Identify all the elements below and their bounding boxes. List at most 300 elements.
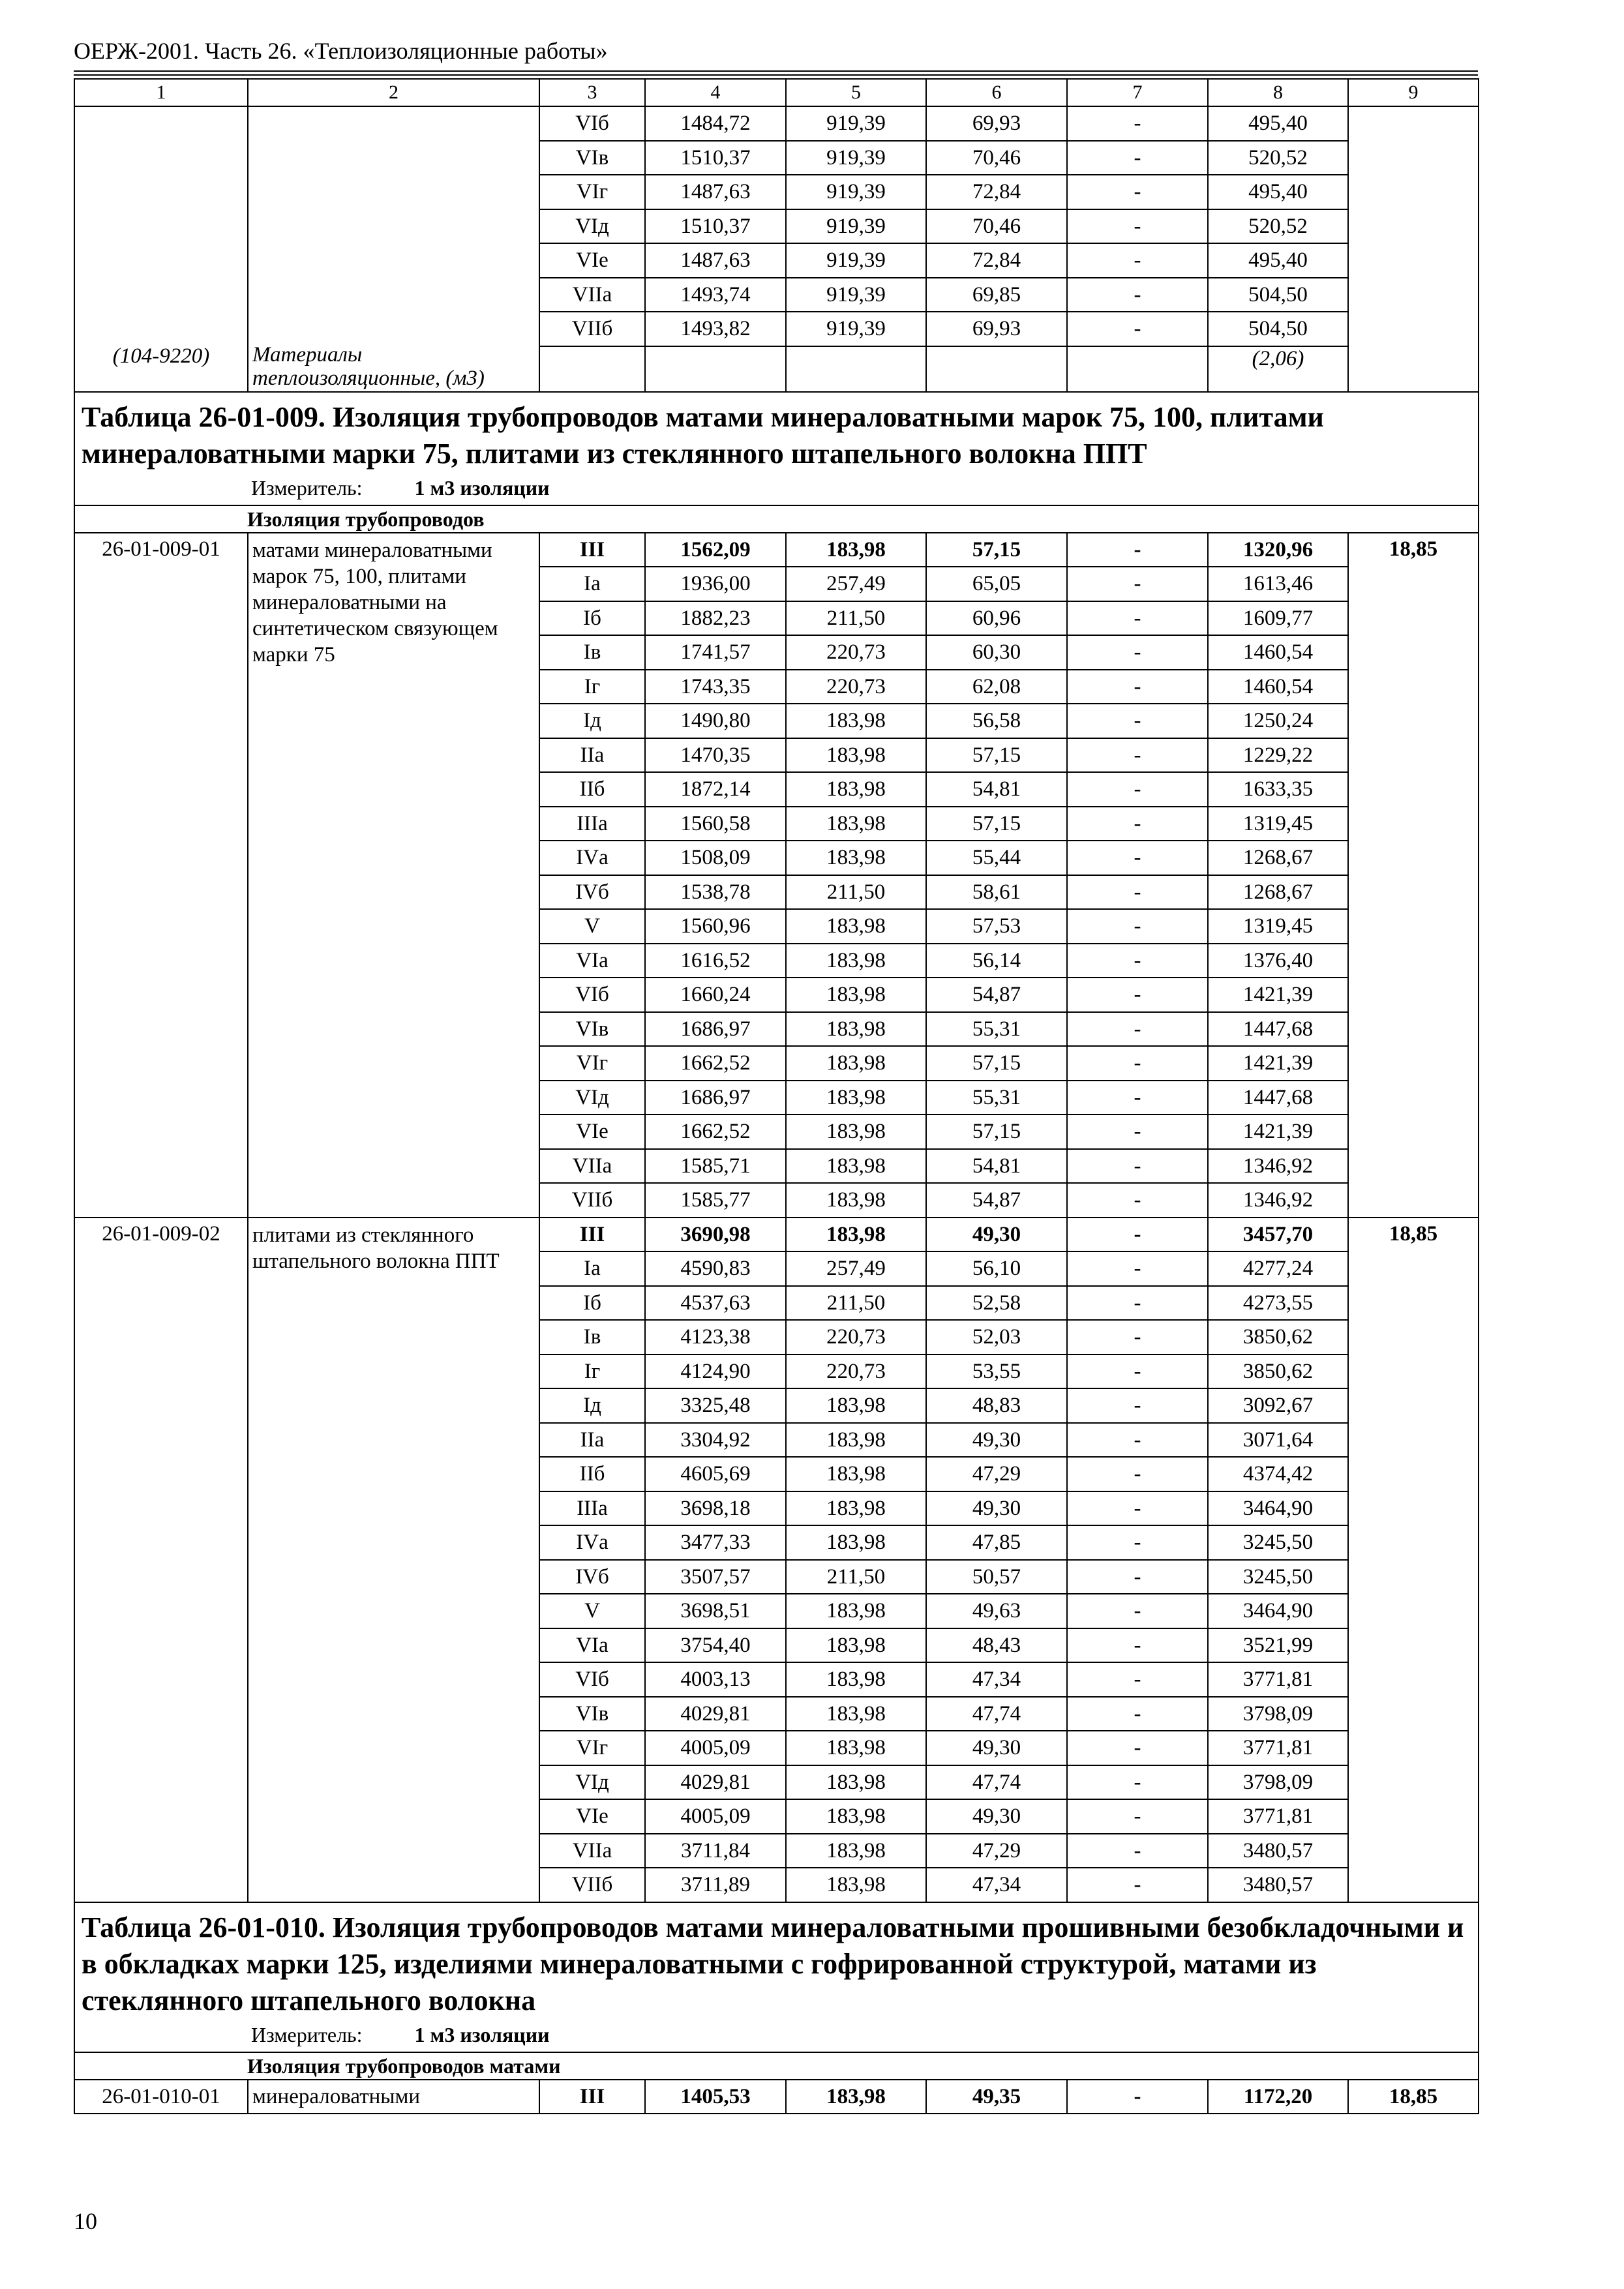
- column-number: 4: [645, 79, 786, 106]
- rate-name: плитами из стеклянного штапельного волокна ППТ: [248, 1218, 539, 1902]
- value-cell: 183,98: [786, 944, 926, 978]
- value-cell: Iа: [539, 567, 645, 601]
- value-cell: 183,98: [786, 1218, 926, 1252]
- value-cell: 55,31: [926, 1081, 1067, 1115]
- value-cell: 183,98: [786, 1697, 926, 1731]
- value-cell: 1609,77: [1208, 601, 1348, 636]
- value-cell: VIе: [539, 1799, 645, 1834]
- value-cell: 1405,53: [645, 2080, 786, 2114]
- table-title: [74, 392, 1479, 505]
- value-cell: -: [1067, 1525, 1208, 1560]
- value-cell: 919,39: [786, 243, 926, 278]
- value-cell: -: [1067, 106, 1208, 141]
- value-cell: -: [1067, 1868, 1208, 1902]
- value-cell: -: [1067, 1799, 1208, 1834]
- value-cell: 183,98: [786, 909, 926, 944]
- header-rule: [74, 70, 1478, 72]
- value-cell: VIг: [539, 1046, 645, 1081]
- column-number: 1: [74, 79, 248, 106]
- value-cell: -: [1067, 601, 1208, 636]
- value-cell: -: [1067, 875, 1208, 910]
- rates-table: [74, 78, 1479, 2114]
- value-cell: -: [1067, 1320, 1208, 1354]
- value-cell: -: [1067, 1251, 1208, 1286]
- value-cell: IVа: [539, 1525, 645, 1560]
- section-row: [74, 2052, 1479, 2080]
- value-cell: 50,57: [926, 1560, 1067, 1594]
- value-cell: 3798,09: [1208, 1765, 1348, 1800]
- value-cell: VIб: [539, 106, 645, 141]
- value-cell: 211,50: [786, 875, 926, 910]
- value-cell: 1268,67: [1208, 841, 1348, 875]
- value-cell: 520,52: [1208, 141, 1348, 175]
- value-cell: 183,98: [786, 2080, 926, 2114]
- value-cell: 1421,39: [1208, 1115, 1348, 1149]
- value-cell: 70,46: [926, 209, 1067, 244]
- value-cell: 183,98: [786, 1868, 926, 1902]
- value-cell: 919,39: [786, 141, 926, 175]
- value-cell: Iб: [539, 1286, 645, 1321]
- value-cell: 1936,00: [645, 567, 786, 601]
- value-cell: 1460,54: [1208, 635, 1348, 670]
- material-code: (104-9220): [74, 106, 248, 392]
- value-cell: VIб: [539, 1662, 645, 1697]
- value-cell: 3092,67: [1208, 1388, 1348, 1423]
- value-cell: VIа: [539, 944, 645, 978]
- value-cell: 1872,14: [645, 772, 786, 807]
- material-name: Материалы теплоизоляционные, (м3): [248, 106, 539, 392]
- value-cell: 56,14: [926, 944, 1067, 978]
- value-cell: 3754,40: [645, 1628, 786, 1663]
- col9-cell: 18,85: [1348, 2080, 1479, 2114]
- value-cell: 3798,09: [1208, 1697, 1348, 1731]
- value-cell: 57,15: [926, 1046, 1067, 1081]
- value-cell: Iг: [539, 1354, 645, 1389]
- value-cell: 3071,64: [1208, 1423, 1348, 1458]
- value-cell: 1484,72: [645, 106, 786, 141]
- value-cell: 1686,97: [645, 1012, 786, 1047]
- value-cell: 57,15: [926, 533, 1067, 567]
- value-cell: 1508,09: [645, 841, 786, 875]
- value-cell: 1487,63: [645, 243, 786, 278]
- value-cell: 257,49: [786, 567, 926, 601]
- value-cell: 57,53: [926, 909, 1067, 944]
- value-cell: 183,98: [786, 772, 926, 807]
- value-cell: 1319,45: [1208, 807, 1348, 841]
- value-cell: VIв: [539, 1697, 645, 1731]
- section-row: [74, 505, 1479, 533]
- value-cell: VIг: [539, 175, 645, 209]
- value-cell: 49,30: [926, 1731, 1067, 1765]
- table-title-row: [74, 1902, 1479, 2052]
- value-cell: VIв: [539, 141, 645, 175]
- value-cell: 49,35: [926, 2080, 1067, 2114]
- value-cell: 1447,68: [1208, 1081, 1348, 1115]
- value-cell: 62,08: [926, 670, 1067, 704]
- value-cell: 211,50: [786, 1286, 926, 1321]
- value-cell: 183,98: [786, 1012, 926, 1047]
- value-cell: -: [1067, 278, 1208, 312]
- value-cell: 1376,40: [1208, 944, 1348, 978]
- value-cell: 4005,09: [645, 1731, 786, 1765]
- value-cell: -: [1067, 141, 1208, 175]
- value-cell: 3771,81: [1208, 1662, 1348, 1697]
- rate-code: 26-01-010-01: [74, 2080, 248, 2114]
- value-cell: 1538,78: [645, 875, 786, 910]
- value-cell: 1319,45: [1208, 909, 1348, 944]
- value-cell: 211,50: [786, 1560, 926, 1594]
- value-cell: -: [1067, 312, 1208, 346]
- value-cell: 1686,97: [645, 1081, 786, 1115]
- value-cell: -: [1067, 567, 1208, 601]
- material-value: (2,06): [1208, 346, 1348, 392]
- table-row: [74, 533, 1479, 567]
- value-cell: VIв: [539, 1012, 645, 1047]
- value-cell: 3690,98: [645, 1218, 786, 1252]
- value-cell: 49,30: [926, 1423, 1067, 1458]
- column-number: 9: [1348, 79, 1479, 106]
- value-cell: 4273,55: [1208, 1286, 1348, 1321]
- column-number: 5: [786, 79, 926, 106]
- value-cell: 3850,62: [1208, 1354, 1348, 1389]
- value-cell: III: [539, 533, 645, 567]
- value-cell: 3457,70: [1208, 1218, 1348, 1252]
- value-cell: IIа: [539, 1423, 645, 1458]
- value-cell: -: [1067, 1012, 1208, 1047]
- value-cell: 1421,39: [1208, 978, 1348, 1012]
- value-cell: 57,15: [926, 738, 1067, 773]
- value-cell: Iд: [539, 1388, 645, 1423]
- value-cell: VIIб: [539, 312, 645, 346]
- value-cell: 183,98: [786, 1765, 926, 1800]
- value-cell: 3477,33: [645, 1525, 786, 1560]
- measure-line: [82, 2022, 1471, 2048]
- value-cell: III: [539, 1218, 645, 1252]
- value-cell: 3521,99: [1208, 1628, 1348, 1663]
- value-cell: 49,30: [926, 1799, 1067, 1834]
- value-cell: 57,15: [926, 807, 1067, 841]
- value-cell: 3711,84: [645, 1834, 786, 1868]
- value-cell: 919,39: [786, 312, 926, 346]
- value-cell: VIIб: [539, 1868, 645, 1902]
- value-cell: 4374,42: [1208, 1457, 1348, 1491]
- value-cell: 54,81: [926, 1149, 1067, 1184]
- measure-value: 1 м3 изоляции: [414, 475, 550, 500]
- value-cell: 3480,57: [1208, 1868, 1348, 1902]
- value-cell: 1741,57: [645, 635, 786, 670]
- value-cell: -: [1067, 1388, 1208, 1423]
- page-number: 10: [74, 2208, 97, 2234]
- value-cell: 47,29: [926, 1834, 1067, 1868]
- value-cell: 1493,74: [645, 278, 786, 312]
- value-cell: -: [1067, 1286, 1208, 1321]
- value-cell: 183,98: [786, 978, 926, 1012]
- measure-label: Измеритель:: [251, 475, 363, 500]
- column-number: 2: [248, 79, 539, 106]
- value-cell: -: [1067, 1628, 1208, 1663]
- value-cell: -: [1067, 978, 1208, 1012]
- value-cell: 1585,77: [645, 1183, 786, 1218]
- value-cell: 47,34: [926, 1868, 1067, 1902]
- column-number: 3: [539, 79, 645, 106]
- value-cell: 183,98: [786, 1662, 926, 1697]
- value-cell: 48,83: [926, 1388, 1067, 1423]
- value-cell: 1560,96: [645, 909, 786, 944]
- value-cell: 220,73: [786, 635, 926, 670]
- value-cell: 183,98: [786, 1081, 926, 1115]
- value-cell: 1493,82: [645, 312, 786, 346]
- value-cell: 1662,52: [645, 1046, 786, 1081]
- value-cell: 504,50: [1208, 278, 1348, 312]
- value-cell: 47,74: [926, 1765, 1067, 1800]
- value-cell: 1460,54: [1208, 670, 1348, 704]
- value-cell: VIе: [539, 1115, 645, 1149]
- value-cell: -: [1067, 1662, 1208, 1697]
- value-cell: 4605,69: [645, 1457, 786, 1491]
- value-cell: 3464,90: [1208, 1491, 1348, 1526]
- value-cell: 4029,81: [645, 1765, 786, 1800]
- rate-code: 26-01-009-02: [74, 1218, 248, 1902]
- value-cell: 72,84: [926, 175, 1067, 209]
- value-cell: 211,50: [786, 601, 926, 636]
- value-cell: 183,98: [786, 1799, 926, 1834]
- value-cell: III: [539, 2080, 645, 2114]
- value-cell: -: [1067, 772, 1208, 807]
- value-cell: 1882,23: [645, 601, 786, 636]
- value-cell: 3464,90: [1208, 1594, 1348, 1628]
- value-cell: 56,58: [926, 704, 1067, 738]
- value-cell: 183,98: [786, 1046, 926, 1081]
- value-cell: 1616,52: [645, 944, 786, 978]
- value-cell: 57,15: [926, 1115, 1067, 1149]
- value-cell: -: [1067, 1081, 1208, 1115]
- value-cell: VIе: [539, 243, 645, 278]
- value-cell: -: [1067, 841, 1208, 875]
- value-cell: 183,98: [786, 807, 926, 841]
- value-cell: VIа: [539, 1628, 645, 1663]
- value-cell: IVб: [539, 875, 645, 910]
- value-cell: Iа: [539, 1251, 645, 1286]
- rate-name: минераловатными: [248, 2080, 539, 2114]
- value-cell: 919,39: [786, 175, 926, 209]
- table-title-text: Таблица 26-01-010. Изоляция трубопроводов матами минераловатными прошивными безобкладочными и в обкладках марки 125, изделиями минераловатными с гофрированной структурой, матами из стеклянного штапельного волокна: [82, 1911, 1464, 2016]
- value-cell: 520,52: [1208, 209, 1348, 244]
- value-cell: Iб: [539, 601, 645, 636]
- value-cell: -: [1067, 1457, 1208, 1491]
- value-cell: IIIа: [539, 807, 645, 841]
- value-cell: -: [1067, 533, 1208, 567]
- value-cell: 183,98: [786, 533, 926, 567]
- value-cell: 3711,89: [645, 1868, 786, 1902]
- value-cell: 55,44: [926, 841, 1067, 875]
- value-cell: 183,98: [786, 1628, 926, 1663]
- value-cell: 495,40: [1208, 243, 1348, 278]
- value-cell: -: [1067, 1115, 1208, 1149]
- value-cell: 53,55: [926, 1354, 1067, 1389]
- value-cell: 1346,92: [1208, 1149, 1348, 1184]
- empty-cell: [645, 346, 786, 392]
- value-cell: 1585,71: [645, 1149, 786, 1184]
- value-cell: -: [1067, 1354, 1208, 1389]
- value-cell: 52,03: [926, 1320, 1067, 1354]
- value-cell: VIIб: [539, 1183, 645, 1218]
- value-cell: 919,39: [786, 278, 926, 312]
- column-number: 8: [1208, 79, 1348, 106]
- value-cell: 183,98: [786, 841, 926, 875]
- value-cell: -: [1067, 243, 1208, 278]
- value-cell: 1447,68: [1208, 1012, 1348, 1047]
- value-cell: 4123,38: [645, 1320, 786, 1354]
- table-title-row: [74, 392, 1479, 505]
- value-cell: -: [1067, 1560, 1208, 1594]
- value-cell: 183,98: [786, 1423, 926, 1458]
- value-cell: 47,74: [926, 1697, 1067, 1731]
- empty-cell: [926, 346, 1067, 392]
- value-cell: -: [1067, 1697, 1208, 1731]
- value-cell: 1613,46: [1208, 567, 1348, 601]
- value-cell: 47,34: [926, 1662, 1067, 1697]
- value-cell: 1633,35: [1208, 772, 1348, 807]
- value-cell: 3304,92: [645, 1423, 786, 1458]
- value-cell: 47,29: [926, 1457, 1067, 1491]
- empty-cell: [1067, 346, 1208, 392]
- value-cell: -: [1067, 1491, 1208, 1526]
- value-cell: VIд: [539, 1081, 645, 1115]
- value-cell: 1510,37: [645, 209, 786, 244]
- value-cell: 183,98: [786, 704, 926, 738]
- value-cell: Iд: [539, 704, 645, 738]
- value-cell: 1662,52: [645, 1115, 786, 1149]
- value-cell: 60,30: [926, 635, 1067, 670]
- value-cell: 1562,09: [645, 533, 786, 567]
- value-cell: 183,98: [786, 1594, 926, 1628]
- value-cell: VIIа: [539, 1149, 645, 1184]
- value-cell: 55,31: [926, 1012, 1067, 1047]
- value-cell: 54,87: [926, 1183, 1067, 1218]
- value-cell: 3480,57: [1208, 1834, 1348, 1868]
- value-cell: 495,40: [1208, 175, 1348, 209]
- value-cell: 48,43: [926, 1628, 1067, 1663]
- column-number: 7: [1067, 79, 1208, 106]
- value-cell: 3698,18: [645, 1491, 786, 1526]
- value-cell: IIб: [539, 1457, 645, 1491]
- value-cell: V: [539, 909, 645, 944]
- value-cell: 3245,50: [1208, 1525, 1348, 1560]
- value-cell: 72,84: [926, 243, 1067, 278]
- value-cell: 69,93: [926, 312, 1067, 346]
- value-cell: 183,98: [786, 1183, 926, 1218]
- value-cell: 1346,92: [1208, 1183, 1348, 1218]
- value-cell: 3245,50: [1208, 1560, 1348, 1594]
- measure-value: 1 м3 изоляции: [414, 2022, 550, 2046]
- value-cell: 1660,24: [645, 978, 786, 1012]
- value-cell: 49,63: [926, 1594, 1067, 1628]
- value-cell: 56,10: [926, 1251, 1067, 1286]
- value-cell: Iв: [539, 1320, 645, 1354]
- value-cell: 183,98: [786, 1388, 926, 1423]
- value-cell: 183,98: [786, 1525, 926, 1560]
- value-cell: 1320,96: [1208, 533, 1348, 567]
- value-cell: 1560,58: [645, 807, 786, 841]
- value-cell: IVа: [539, 841, 645, 875]
- value-cell: VIд: [539, 1765, 645, 1800]
- value-cell: 3325,48: [645, 1388, 786, 1423]
- value-cell: 4005,09: [645, 1799, 786, 1834]
- table-row: [74, 106, 1479, 141]
- value-cell: -: [1067, 1218, 1208, 1252]
- value-cell: 3507,57: [645, 1560, 786, 1594]
- measure-label: Измеритель:: [251, 2022, 363, 2046]
- value-cell: 919,39: [786, 209, 926, 244]
- table-title: [74, 1902, 1479, 2052]
- value-cell: 3698,51: [645, 1594, 786, 1628]
- value-cell: -: [1067, 704, 1208, 738]
- value-cell: 220,73: [786, 1354, 926, 1389]
- value-cell: -: [1067, 2080, 1208, 2114]
- value-cell: 220,73: [786, 670, 926, 704]
- value-cell: -: [1067, 1046, 1208, 1081]
- value-cell: 183,98: [786, 738, 926, 773]
- value-cell: 919,39: [786, 106, 926, 141]
- value-cell: 183,98: [786, 1491, 926, 1526]
- value-cell: 220,73: [786, 1320, 926, 1354]
- value-cell: 1268,67: [1208, 875, 1348, 910]
- value-cell: -: [1067, 1423, 1208, 1458]
- value-cell: 183,98: [786, 1149, 926, 1184]
- value-cell: 3850,62: [1208, 1320, 1348, 1354]
- column-number-row: [74, 79, 1479, 106]
- value-cell: 60,96: [926, 601, 1067, 636]
- value-cell: 495,40: [1208, 106, 1348, 141]
- value-cell: -: [1067, 944, 1208, 978]
- value-cell: 65,05: [926, 567, 1067, 601]
- value-cell: -: [1067, 1834, 1208, 1868]
- table-title-text: Таблица 26-01-009. Изоляция трубопроводов матами минераловатными марок 75, 100, плитами минераловатными марки 75, плитами из стеклянного штапельного волокна ППТ: [82, 400, 1324, 470]
- value-cell: 1470,35: [645, 738, 786, 773]
- value-cell: 257,49: [786, 1251, 926, 1286]
- col9-cell: 18,85: [1348, 533, 1479, 1218]
- value-cell: VIIа: [539, 278, 645, 312]
- value-cell: 54,81: [926, 772, 1067, 807]
- value-cell: 3771,81: [1208, 1799, 1348, 1834]
- value-cell: 4590,83: [645, 1251, 786, 1286]
- value-cell: -: [1067, 909, 1208, 944]
- value-cell: 1250,24: [1208, 704, 1348, 738]
- measure-line: [82, 475, 1471, 501]
- table-row: [74, 1218, 1479, 1252]
- value-cell: 47,85: [926, 1525, 1067, 1560]
- value-cell: V: [539, 1594, 645, 1628]
- value-cell: 1510,37: [645, 141, 786, 175]
- section-heading: Изоляция трубопроводов матами: [74, 2052, 1479, 2080]
- table-row: [74, 2080, 1479, 2114]
- value-cell: VIг: [539, 1731, 645, 1765]
- value-cell: -: [1067, 1594, 1208, 1628]
- value-cell: 1490,80: [645, 704, 786, 738]
- section-heading: Изоляция трубопроводов: [74, 505, 1479, 533]
- running-header: ОЕРЖ-2001. Часть 26. «Теплоизоляционные работы»: [74, 38, 608, 64]
- value-cell: Iв: [539, 635, 645, 670]
- value-cell: 1421,39: [1208, 1046, 1348, 1081]
- value-cell: IIб: [539, 772, 645, 807]
- value-cell: -: [1067, 175, 1208, 209]
- value-cell: 3771,81: [1208, 1731, 1348, 1765]
- value-cell: 504,50: [1208, 312, 1348, 346]
- value-cell: VIб: [539, 978, 645, 1012]
- value-cell: 4124,90: [645, 1354, 786, 1389]
- empty-cell: [786, 346, 926, 392]
- value-cell: -: [1067, 1765, 1208, 1800]
